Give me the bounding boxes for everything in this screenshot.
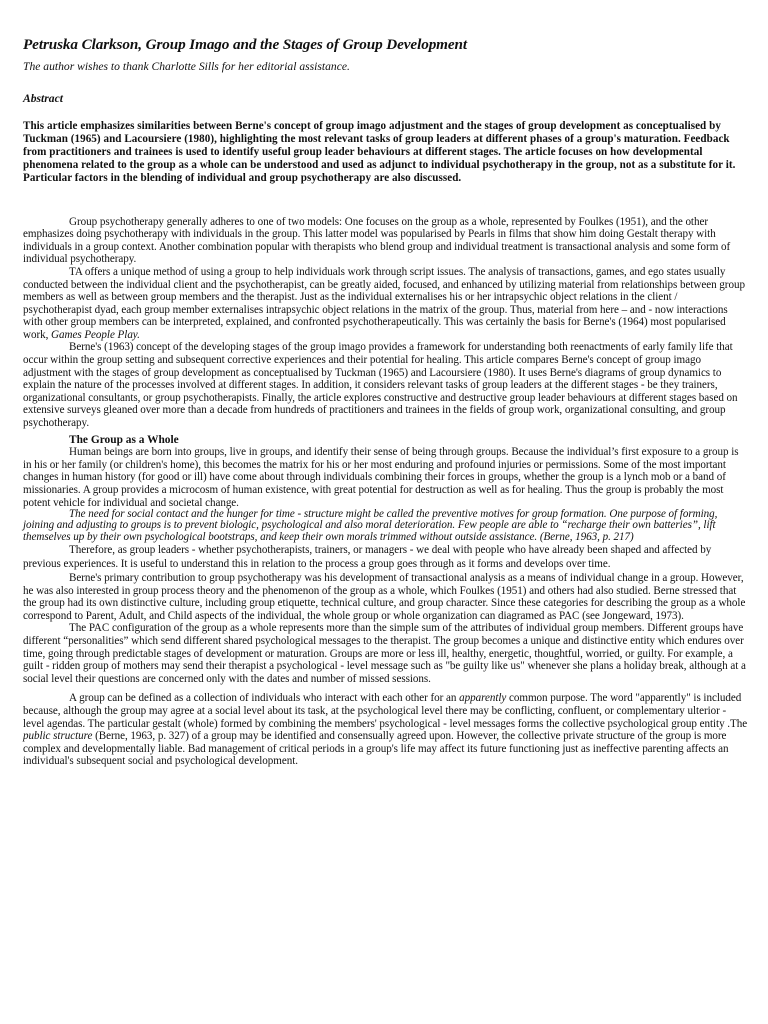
section-paragraph-5-part-c: (Berne, 1963, p. 327) of a group may be identified and consensually agreed upon. However, the collective private structure of the group is more complex and developmentally liable. Bad management of critical periods in a group's life may affect its future functioning just as ineffective parenting affects an individual's subsequent social and psychological development. <box>23 730 729 768</box>
abstract-text: This article emphasizes similarities between Berne's concept of group imago adjustment and the stages of group development as conceptualised by Tuckman (1965) and Lacoursiere (1980), highlighting the most relevant tasks of group leaders at different phases of a group's maturation. Feedback from practitioners and trainees is used to identify useful group leader behaviours at different stages. The article focuses on how developmental phenomena related to the group as a whole can be understood and used as adjunct to individual psychotherapy in the group, not as a substitute for it. Particular factors in the blending of individual and group psychotherapy are also discussed. <box>23 120 736 184</box>
document-title: Petruska Clarkson, Group Imago and the Stages of Group Development <box>23 36 468 53</box>
block-quote: The need for social contact and the hunger for time - structure might be called the preventive motives for group formation. One purpose of forming, joining and adjusting to groups is to prevent biologic, psychological and also moral deterioration. Few people are able to “recharge their own batteries”, lift themselves up by their own psychological bootstraps, and keep their own morals trimmed without outside assistance. (Berne, 1963, p. 217) <box>23 508 718 543</box>
section-paragraph-4: The PAC configuration of the group as a whole represents more than the simple sum of the attributes of individual group members. Different groups have different “personalities” which send different shared psychological messages to the therapist. The group becomes a unique and distinctive entity which endures over time, going through predictable stages of development or maturation. Groups are more or less ill, healthy, energetic, thoughtful, worried, or guilty. For example, a guilt - ridden group of mothers may send their therapist a psychological - level message such as "be guilty like us" whenever she plans a holiday break, although at a social level their questions are concerned only with the dates and number of missed sessions. <box>23 622 746 685</box>
public-structure-emphasis: public structure <box>23 730 93 743</box>
section-paragraph-3: Berne's primary contribution to group psychotherapy was his development of transactional analysis as a means of individual change in a group. However, he was also interested in group process theory and the phenomenon of the group as a whole, which Foulkes (1951) and others had also studied. Berne stressed that the group had its own distinctive culture, including group etiquette, technical culture, and group character. Since these categories for describing the group as a whole correspond to Parent, Adult, and Child aspects of the individual, the whole group or whole organization can diagramed as PAC (see Jongeward, 1973). <box>23 571 746 622</box>
abstract-heading: Abstract <box>23 92 63 105</box>
document-page <box>23 36 748 768</box>
section-heading: The Group as a Whole <box>69 433 179 446</box>
section-paragraph-5-part-b: common purpose. The word "apparently" is included because, although the group may agree at a social level about its task, at the psychological level there may be conflicting, confluent, or complementary ulterior - level agendas. The particular gestalt (whole) formed by combining the members' psychological - level messages forms the collective psychological group entity .The <box>23 692 748 730</box>
paragraph-ta <box>23 266 748 342</box>
paragraph-berne-concept: Berne's (1963) concept of the developing stages of the group imago provides a framework for understanding both reenactments of early family life that occur within the group setting and subsequent corrective experiences and their potential for healing. This article compares Berne's concept of group imago adjustment with the stages of group development as conceptualised by Tuckman (1965) and Lacoursiere (1980). It uses Berne's diagrams of group dynamics to explain the nature of the processes involved at different stages. In addition, it considers relevant tasks of group leaders at the different stages - be they trainers, organizational consultants, or group psychotherapists. Finally, the article explores constructive and destructive group leader behaviours at different stages based on extensive surveys gleaned over more than a decade from hundreds of practitioners and trainees in the fields of group work, organizational consulting, and group psychotherapy. <box>23 341 738 430</box>
section-paragraph-5-part-a: A group can be defined as a collection of individuals who interact with each other for an <box>69 692 460 705</box>
apparently-emphasis: apparently <box>459 692 507 705</box>
section-paragraph-1: Human beings are born into groups, live in groups, and identify their sense of being through groups. Because the individual’s first exposure to a group is in his or her family (or children's home), this becomes the matrix for his or her most enduring and profound injuries or permissions. Some of the most important changes in human history (for good or ill) have come about through individuals combining their forces in groups, whether the group is a lynch mob or a band of missionaries. A group provides a microcosm of human existence, with great potential for destruction as well as for healing. Thus the group is probably the most potent vehicle for individual and societal change. <box>23 446 739 509</box>
section-paragraph-5 <box>23 692 748 768</box>
article-body <box>23 216 748 768</box>
paragraph-ta-text: TA offers a unique method of using a group to help individuals work through script issues. The analysis of transactions, games, and ego states usually conducted between the individual client and the psychotherapist, can be greatly aided, focused, and enhanced by utilizing material from relationships between group members as well as between group members and the therapist. Just as the individual externalises his or her intrapsychic object relations in the client / psychotherapist dyad, each group member externalises intrapsychic object relations in the matrix of the group. Thus, material from here – and - now interactions with other group members can be interpreted, explained, and confronted psychotherapeutically. This was certainly the basis for Berne's (1964) most popularised work, <box>23 265 745 341</box>
section-paragraph-2: Therefore, as group leaders - whether psychotherapists, trainers, or managers - we deal with people who have already been shaped and affected by previous experiences. It is useful to understand this in relation to the process a group goes through as it forms and develops over time. <box>23 543 712 571</box>
games-people-play-title: Games People Play. <box>51 328 140 341</box>
acknowledgement: The author wishes to thank Charlotte Sills for her editorial assistance. <box>23 60 350 73</box>
paragraph-intro: Group psychotherapy generally adheres to one of two models: One focuses on the group as a whole, represented by Foulkes (1951), and the other emphasizes doing psychotherapy with individuals in the group. This latter model was popularised by Pearls in films that show him doing Gestalt therapy with individuals in a group context. Another combination popular with therapists who blend group and individual treatment is transactional analysis and some form of individual psychotherapy. <box>23 215 731 266</box>
